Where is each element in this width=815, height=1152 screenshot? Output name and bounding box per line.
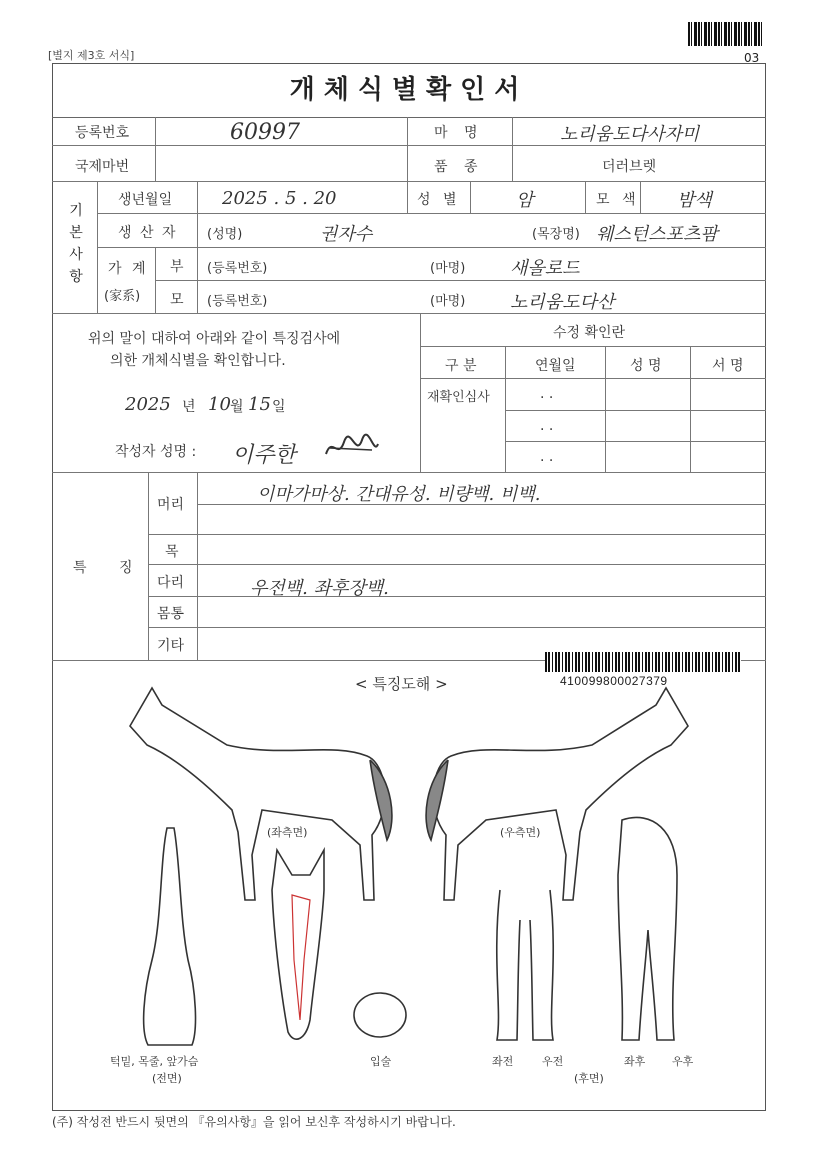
leg-label-rf: 우전 xyxy=(542,1055,564,1068)
dam-name-label: (마명) xyxy=(430,294,466,309)
rear-view-horse xyxy=(618,817,677,1040)
revision-header-type: 구 분 xyxy=(445,358,477,374)
confirm-month-unit: 월 xyxy=(230,399,244,415)
dob-value: 2025 . 5 . 20 xyxy=(222,188,337,209)
revision-date-1: . . xyxy=(540,386,554,402)
feature-other-label: 기타 xyxy=(157,638,185,654)
revision-header-date: 연월일 xyxy=(535,358,576,374)
left-side-label: (좌측면) xyxy=(267,826,308,839)
pedigree-sub-label: (家系) xyxy=(104,289,141,304)
leg-label-lh: 좌후 xyxy=(624,1055,646,1068)
confirm-text-2: 의한 개체식별을 확인합니다. xyxy=(110,353,286,369)
horse-name-label: 마 명 xyxy=(434,125,484,141)
dam-label: 모 xyxy=(170,292,184,308)
confirm-year: 2025 xyxy=(125,394,171,415)
farm-label: (목장명) xyxy=(532,227,580,242)
horse-name-value: 노리움도다사자미 xyxy=(560,124,700,145)
dam-regno-label: (등록번호) xyxy=(207,294,268,309)
muzzle-label: 입술 xyxy=(370,1055,392,1068)
feature-head-label: 머리 xyxy=(157,497,185,513)
sire-regno-label: (등록번호) xyxy=(207,261,268,276)
revision-date-3: . . xyxy=(540,449,554,465)
muzzle-view xyxy=(354,993,406,1037)
left-side-horse xyxy=(130,688,385,900)
writer-label: 작성자 성명 : xyxy=(115,444,197,460)
front-caption: 턱밑, 목줄, 앞가슴 xyxy=(110,1055,199,1068)
right-side-label: (우측면) xyxy=(500,826,541,839)
sire-name-label: (마명) xyxy=(430,261,466,276)
dob-label: 생년월일 xyxy=(118,192,173,208)
feature-leg-value: 우전백. 좌후장백. xyxy=(250,578,389,599)
diagram-title: < 특징도해 > xyxy=(355,675,448,693)
barcode-number: 410099800027379 xyxy=(560,674,668,688)
head-front-view xyxy=(272,850,324,1039)
pedigree-label: 가 계 xyxy=(108,261,149,277)
farm-value: 웨스턴스포츠팜 xyxy=(596,224,718,245)
breed-label: 품 종 xyxy=(434,159,484,175)
producer-name-label: (성명) xyxy=(207,227,243,242)
leg-label-rh: 우후 xyxy=(672,1055,694,1068)
revision-title: 수정 확인란 xyxy=(553,325,626,341)
feature-body-label: 몸통 xyxy=(157,606,185,622)
sire-name-value: 새올로드 xyxy=(510,258,580,279)
sex-label: 성 별 xyxy=(417,192,461,208)
doc-number: 03 xyxy=(744,51,760,65)
leg-label-lf: 좌전 xyxy=(492,1055,514,1068)
confirm-month: 10 xyxy=(208,394,231,415)
producer-name-value: 권자수 xyxy=(320,224,373,245)
feature-head-value: 이마가마상. 간대유성. 비량백. 비백. xyxy=(257,484,541,505)
right-side-horse xyxy=(433,688,688,900)
form-label: [별지 제3호 서식] xyxy=(48,49,135,62)
front-legs-view xyxy=(497,890,553,1040)
intl-number-label: 국제마번 xyxy=(75,159,130,175)
writer-value: 이주한 xyxy=(232,443,296,468)
revision-header-name: 성 명 xyxy=(630,358,662,374)
confirm-text-1: 위의 말이 대하여 아래와 같이 특징검사에 xyxy=(88,331,341,347)
basic-section-label: 기 본 사 항 xyxy=(69,203,83,285)
front-label: (전면) xyxy=(152,1072,182,1085)
sire-label: 부 xyxy=(170,259,184,275)
page-title: 개체식별확인서 xyxy=(52,63,766,118)
feature-neck-label: 목 xyxy=(165,544,179,560)
front-view-horse xyxy=(144,828,196,1045)
revision-date-2: . . xyxy=(540,418,554,434)
confirm-year-unit: 년 xyxy=(182,399,196,415)
dam-name-value: 노리움도다산 xyxy=(510,292,615,313)
revision-header-sign: 서 명 xyxy=(712,358,744,374)
confirm-day-unit: 일 xyxy=(272,399,286,415)
signature-mark xyxy=(322,432,382,464)
horse-diagram xyxy=(52,660,766,1090)
reg-number-label: 등록번호 xyxy=(75,125,130,141)
confirm-day: 15 xyxy=(248,394,271,415)
color-label: 모 색 xyxy=(596,192,640,208)
top-barcode xyxy=(688,22,764,46)
rear-label: (후면) xyxy=(574,1072,604,1085)
sex-value: 암 xyxy=(516,190,534,211)
reg-number-value: 60997 xyxy=(230,120,300,145)
feature-leg-label: 다리 xyxy=(157,575,185,591)
color-value: 밤색 xyxy=(677,190,712,211)
features-section-label: 특 징 xyxy=(73,560,147,576)
producer-label: 생 산 자 xyxy=(118,225,178,241)
revision-row-label: 재확인심사 xyxy=(427,390,490,405)
breed-value: 더러브렛 xyxy=(602,159,657,175)
footnote: (주) 작성전 반드시 뒷면의 『유의사항』을 읽어 보신후 작성하시기 바랍니다. xyxy=(52,1115,456,1129)
